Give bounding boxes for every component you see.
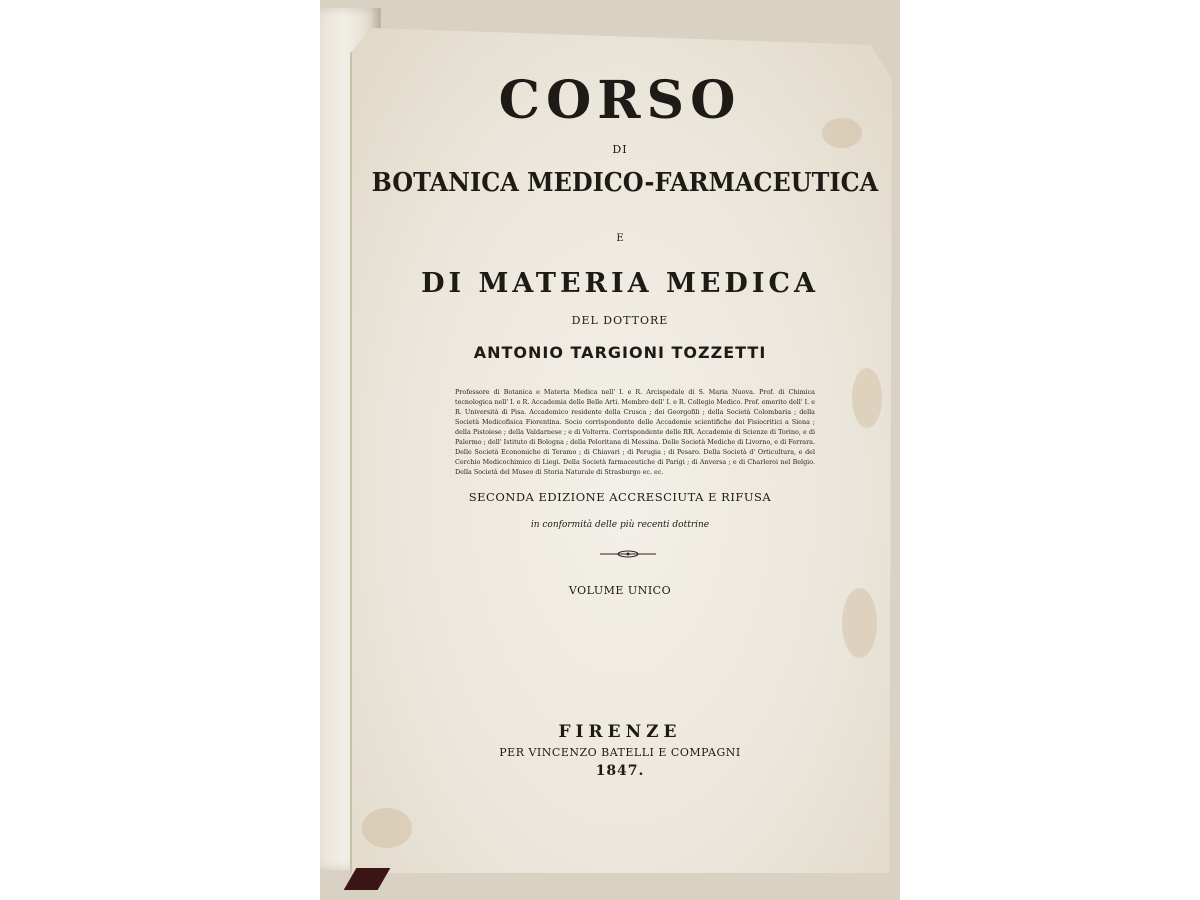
foxing-stain — [852, 368, 882, 428]
book-title: CORSO — [498, 70, 742, 131]
edition-statement: SECONDA EDIZIONE ACCRESCIUTA E RIFUSA — [468, 490, 772, 504]
book-subtitle: BOTANICA MEDICO-FARMACEUTICA — [371, 168, 879, 198]
publication-year: 1847. — [595, 763, 645, 779]
author-name: ANTONIO TARGIONI TOZZETTI — [473, 343, 767, 362]
foxing-stain — [362, 808, 412, 848]
author-credentials: Professore di Botanica e Materia Medica nell' I. e R. Arcispedale di S. Maria Nuova. Prof. di Chimica tecnologica nell' I. e R. Accademia delle Belle Arti. Membro dell' I. e R. Collegio Medico. Prof. emerito dell' I. e R. Università di Pisa. Accademico residente della Crusca ; dei Georgofili ; della Società Colombaria ; della Società Medicofisica Fiorentina. Socio corrispondente delle Accademie scientifiche dei Fisiocritici a Siena ; della Pistoiese ; della Valdarnese ; e di Volterra. Corrispondente delle RR. Accademie di Scienze di Torino, e di Palermo ; dell' Istituto di Bologna ; della Peloritana di Messina. Delle Società Mediche di Livorno, e di Ferrara. Delle Società Economiche di Teramo ; di Chiavari ; di Perugia ; di Pesaro. Della Società d' Orticultura, e del Cerchio Medicochimico di Liegi. Della Società farmaceutiche di Parigi ; di Anversa ; e di Charleroi nel Belgio. Della Società del Museo di Storia Naturale di Strasburgo ec. ec. — [455, 388, 815, 476]
volume-label: VOLUME UNICO — [568, 584, 672, 597]
conformity-note: in conformità delle più recenti dottrine — [530, 520, 710, 530]
del-dottore-label: DEL DOTTORE — [571, 314, 669, 327]
publisher: PER VINCENZO BATELLI E COMPAGNI — [499, 746, 741, 759]
ornament-divider — [598, 549, 658, 559]
title-connector-di: DI — [612, 143, 628, 156]
publication-city: FIRENZE — [558, 722, 682, 742]
book-subtitle-2: DI MATERIA MEDICA — [421, 268, 819, 299]
title-connector-e: E — [616, 233, 624, 244]
foxing-stain — [842, 588, 877, 658]
